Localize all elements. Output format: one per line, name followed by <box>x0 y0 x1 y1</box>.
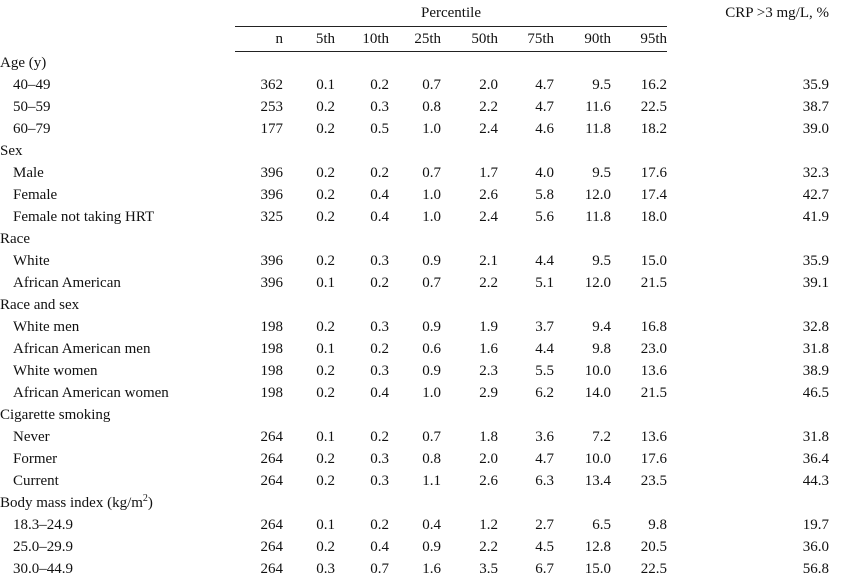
group-title-superscript: 2 <box>142 493 148 504</box>
cell-p95: 17.4 <box>640 187 667 203</box>
table-row <box>0 250 846 272</box>
group-title-text: Sex <box>0 143 23 159</box>
cell-p95: 21.5 <box>640 385 667 401</box>
cell-p50: 2.3 <box>479 363 498 379</box>
table-row <box>0 184 846 206</box>
cell-p50: 2.0 <box>479 77 498 93</box>
cell-p75: 4.7 <box>535 77 554 93</box>
cell-p95: 23.5 <box>640 473 667 489</box>
cell-p90: 15.0 <box>584 561 611 577</box>
cell-p75: 6.3 <box>535 473 554 489</box>
cell-p10: 0.5 <box>370 121 389 137</box>
column-header-n: n <box>235 27 283 52</box>
cell-p95: 17.6 <box>640 165 667 181</box>
cell-p75: 5.6 <box>535 209 554 225</box>
group-title <box>0 140 846 162</box>
cell-p75: 6.2 <box>535 385 554 401</box>
cell-p75: 2.7 <box>535 517 554 533</box>
group-header-row <box>0 52 846 75</box>
cell-p5: 0.2 <box>316 385 335 401</box>
group-title <box>0 52 846 75</box>
cell-p25: 0.9 <box>422 363 441 379</box>
cell-p5: 0.2 <box>316 363 335 379</box>
cell-p50: 1.9 <box>479 319 498 335</box>
table-row <box>0 162 846 184</box>
cell-crp: 32.3 <box>802 165 829 181</box>
header-label-cell <box>0 27 235 52</box>
cell-n: 396 <box>260 253 283 269</box>
cell-p5: 0.2 <box>316 121 335 137</box>
cell-p5: 0.2 <box>316 253 335 269</box>
row-label: 25.0–29.9 <box>13 539 73 555</box>
group-title-text: Race <box>0 231 30 247</box>
cell-p25: 0.7 <box>422 165 441 181</box>
row-label: White men <box>13 319 80 335</box>
table-row <box>0 426 846 448</box>
column-header-p95: 95th <box>611 27 667 52</box>
row-label: Female <box>13 187 58 203</box>
cell-p75: 5.8 <box>535 187 554 203</box>
cell-p50: 2.1 <box>479 253 498 269</box>
cell-n: 198 <box>260 385 283 401</box>
cell-p25: 0.8 <box>422 99 441 115</box>
group-header-row <box>0 140 846 162</box>
cell-p90: 9.5 <box>592 253 611 269</box>
cell-p5: 0.2 <box>316 209 335 225</box>
cell-p95: 13.6 <box>640 363 667 379</box>
cell-crp: 39.0 <box>802 121 829 137</box>
percentile-header: Percentile <box>235 0 667 27</box>
table-row <box>0 96 846 118</box>
cell-p90: 12.8 <box>584 539 611 555</box>
cell-p90: 11.8 <box>585 121 611 137</box>
cell-p25: 0.6 <box>422 341 441 357</box>
table-row <box>0 338 846 360</box>
cell-p90: 6.5 <box>592 517 611 533</box>
group-title <box>0 404 846 426</box>
cell-crp: 42.7 <box>802 187 829 203</box>
cell-p5: 0.1 <box>316 275 335 291</box>
cell-crp: 35.9 <box>802 77 829 93</box>
cell-p50: 3.5 <box>479 561 498 577</box>
cell-p10: 0.2 <box>370 341 389 357</box>
cell-p90: 11.8 <box>585 209 611 225</box>
row-label: 40–49 <box>13 77 51 93</box>
cell-p50: 2.0 <box>479 451 498 467</box>
cell-p75: 4.7 <box>535 451 554 467</box>
cell-crp: 38.9 <box>802 363 829 379</box>
header-row-columns <box>0 27 846 52</box>
cell-p75: 4.7 <box>535 99 554 115</box>
cell-n: 362 <box>260 77 283 93</box>
table-row <box>0 118 846 140</box>
cell-n: 264 <box>260 473 283 489</box>
cell-crp: 36.0 <box>802 539 829 555</box>
column-header-p10: 10th <box>335 27 389 52</box>
cell-n: 198 <box>260 319 283 335</box>
cell-p90: 14.0 <box>584 385 611 401</box>
cell-p75: 5.5 <box>535 363 554 379</box>
cell-n: 264 <box>260 561 283 577</box>
cell-p90: 12.0 <box>584 275 611 291</box>
cell-p90: 12.0 <box>584 187 611 203</box>
cell-p25: 0.8 <box>422 451 441 467</box>
cell-n: 198 <box>260 363 283 379</box>
cell-p5: 0.2 <box>316 473 335 489</box>
column-header-p25: 25th <box>389 27 441 52</box>
row-label: Female not taking HRT <box>13 209 155 225</box>
cell-p50: 2.6 <box>479 187 498 203</box>
cell-p5: 0.1 <box>316 77 335 93</box>
cell-p25: 1.6 <box>422 561 441 577</box>
group-title <box>0 294 846 316</box>
row-label: White <box>13 253 50 269</box>
cell-p5: 0.2 <box>316 539 335 555</box>
cell-crp: 39.1 <box>802 275 829 291</box>
cell-p25: 1.0 <box>422 187 441 203</box>
cell-p25: 1.1 <box>422 473 441 489</box>
cell-p50: 2.6 <box>479 473 498 489</box>
cell-p5: 0.2 <box>316 187 335 203</box>
cell-p90: 9.4 <box>592 319 611 335</box>
row-label: African American women <box>13 385 169 401</box>
table-row <box>0 470 846 492</box>
cell-p50: 2.4 <box>479 209 498 225</box>
header-empty-cell <box>0 0 235 27</box>
cell-p95: 17.6 <box>640 451 667 467</box>
table-row <box>0 360 846 382</box>
cell-p25: 0.9 <box>422 319 441 335</box>
cell-p10: 0.3 <box>370 319 389 335</box>
cell-p50: 1.8 <box>479 429 498 445</box>
cell-p75: 5.1 <box>535 275 554 291</box>
cell-p10: 0.3 <box>370 473 389 489</box>
cell-p95: 16.8 <box>640 319 667 335</box>
cell-p10: 0.3 <box>370 363 389 379</box>
cell-p95: 9.8 <box>648 517 667 533</box>
cell-p10: 0.3 <box>370 253 389 269</box>
table-body <box>0 52 846 581</box>
cell-crp: 44.3 <box>802 473 829 489</box>
cell-p50: 1.7 <box>479 165 498 181</box>
cell-p95: 18.2 <box>640 121 667 137</box>
cell-p10: 0.2 <box>370 77 389 93</box>
cell-crp: 31.8 <box>802 429 829 445</box>
group-header-row <box>0 228 846 250</box>
cell-p25: 0.4 <box>422 517 441 533</box>
cell-n: 198 <box>260 341 283 357</box>
group-header-row <box>0 294 846 316</box>
cell-p50: 2.2 <box>479 275 498 291</box>
cell-p5: 0.2 <box>316 319 335 335</box>
group-title-text: Age (y) <box>0 55 47 71</box>
table-row <box>0 316 846 338</box>
cell-p75: 4.5 <box>535 539 554 555</box>
table-row <box>0 536 846 558</box>
header-crp-cell <box>667 27 846 52</box>
cell-p25: 0.7 <box>422 275 441 291</box>
cell-p50: 2.9 <box>479 385 498 401</box>
cell-p5: 0.3 <box>316 561 335 577</box>
cell-p50: 1.2 <box>479 517 498 533</box>
table-row <box>0 448 846 470</box>
cell-p90: 9.5 <box>592 77 611 93</box>
row-label: African American <box>13 275 121 291</box>
cell-p95: 22.5 <box>640 561 667 577</box>
group-title <box>0 228 846 250</box>
cell-p50: 1.6 <box>479 341 498 357</box>
cell-n: 264 <box>260 517 283 533</box>
row-label: 30.0–44.9 <box>13 561 73 577</box>
cell-p5: 0.2 <box>316 99 335 115</box>
cell-p50: 2.2 <box>479 539 498 555</box>
cell-p95: 23.0 <box>640 341 667 357</box>
cell-p10: 0.7 <box>370 561 389 577</box>
row-label: 50–59 <box>13 99 51 115</box>
cell-crp: 41.9 <box>802 209 829 225</box>
cell-p25: 0.7 <box>422 429 441 445</box>
cell-p25: 0.9 <box>422 253 441 269</box>
table-row <box>0 514 846 536</box>
group-title-end: ) <box>147 495 153 511</box>
cell-p10: 0.3 <box>370 451 389 467</box>
cell-p10: 0.4 <box>370 209 389 225</box>
column-header-p90: 90th <box>554 27 611 52</box>
group-title-text: Cigarette smoking <box>0 407 111 423</box>
row-label: African American men <box>13 341 151 357</box>
cell-n: 253 <box>260 99 283 115</box>
row-label: Male <box>13 165 44 181</box>
cell-crp: 19.7 <box>802 517 829 533</box>
row-label: Current <box>13 473 59 489</box>
group-header-row <box>0 404 846 426</box>
cell-p75: 6.7 <box>535 561 554 577</box>
cell-p5: 0.2 <box>316 451 335 467</box>
cell-p10: 0.4 <box>370 187 389 203</box>
cell-p5: 0.1 <box>316 429 335 445</box>
column-header-p75: 75th <box>498 27 554 52</box>
group-title <box>0 492 846 514</box>
cell-p10: 0.2 <box>370 165 389 181</box>
cell-n: 177 <box>260 121 283 137</box>
cell-p75: 4.6 <box>535 121 554 137</box>
header-row-percentile <box>0 0 846 27</box>
cell-n: 264 <box>260 429 283 445</box>
cell-p90: 11.6 <box>585 99 611 115</box>
cell-p90: 10.0 <box>584 363 611 379</box>
cell-p95: 20.5 <box>640 539 667 555</box>
cell-p90: 13.4 <box>584 473 611 489</box>
cell-p25: 0.7 <box>422 77 441 93</box>
cell-p10: 0.4 <box>370 385 389 401</box>
cell-n: 396 <box>260 165 283 181</box>
table-row <box>0 74 846 96</box>
column-header-p50: 50th <box>441 27 498 52</box>
cell-n: 396 <box>260 187 283 203</box>
cell-p75: 4.4 <box>535 341 554 357</box>
cell-p5: 0.2 <box>316 165 335 181</box>
row-label: 60–79 <box>13 121 51 137</box>
cell-p90: 9.8 <box>592 341 611 357</box>
cell-p75: 3.7 <box>535 319 554 335</box>
cell-p25: 1.0 <box>422 385 441 401</box>
cell-crp: 56.8 <box>802 561 829 577</box>
cell-p25: 1.0 <box>422 209 441 225</box>
crp-header: CRP >3 mg/L, % <box>725 5 829 22</box>
cell-p90: 9.5 <box>592 165 611 181</box>
cell-n: 325 <box>260 209 283 225</box>
cell-n: 396 <box>260 275 283 291</box>
table-row <box>0 558 846 580</box>
cell-p95: 21.5 <box>640 275 667 291</box>
cell-p95: 16.2 <box>640 77 667 93</box>
table-row <box>0 272 846 294</box>
cell-crp: 38.7 <box>802 99 829 115</box>
group-title-text: Race and sex <box>0 297 80 313</box>
cell-p90: 7.2 <box>592 429 611 445</box>
cell-p5: 0.1 <box>316 517 335 533</box>
cell-crp: 32.8 <box>802 319 829 335</box>
cell-p10: 0.4 <box>370 539 389 555</box>
cell-p10: 0.2 <box>370 429 389 445</box>
table-row <box>0 382 846 404</box>
cell-p50: 2.2 <box>479 99 498 115</box>
cell-p10: 0.3 <box>370 99 389 115</box>
cell-n: 264 <box>260 539 283 555</box>
cell-p95: 22.5 <box>640 99 667 115</box>
cell-crp: 31.8 <box>802 341 829 357</box>
cell-p25: 1.0 <box>422 121 441 137</box>
cell-p95: 18.0 <box>640 209 667 225</box>
cell-p90: 10.0 <box>584 451 611 467</box>
cell-p75: 4.4 <box>535 253 554 269</box>
cell-p10: 0.2 <box>370 517 389 533</box>
row-label: Former <box>13 451 58 467</box>
cell-crp: 36.4 <box>802 451 829 467</box>
cell-crp: 46.5 <box>802 385 829 401</box>
cell-n: 264 <box>260 451 283 467</box>
cell-p75: 3.6 <box>535 429 554 445</box>
cell-p75: 4.0 <box>535 165 554 181</box>
row-label: 18.3–24.9 <box>13 517 73 533</box>
row-label: White women <box>13 363 98 379</box>
row-label: Never <box>13 429 50 445</box>
cell-p50: 2.4 <box>479 121 498 137</box>
cell-p25: 0.9 <box>422 539 441 555</box>
column-header-p5: 5th <box>283 27 335 52</box>
table-row <box>0 206 846 228</box>
group-title-text: Body mass index (kg/m <box>0 495 143 511</box>
cell-p95: 15.0 <box>640 253 667 269</box>
cell-p5: 0.1 <box>316 341 335 357</box>
cell-p10: 0.2 <box>370 275 389 291</box>
group-header-row <box>0 492 846 514</box>
cell-p95: 13.6 <box>640 429 667 445</box>
cell-crp: 35.9 <box>802 253 829 269</box>
